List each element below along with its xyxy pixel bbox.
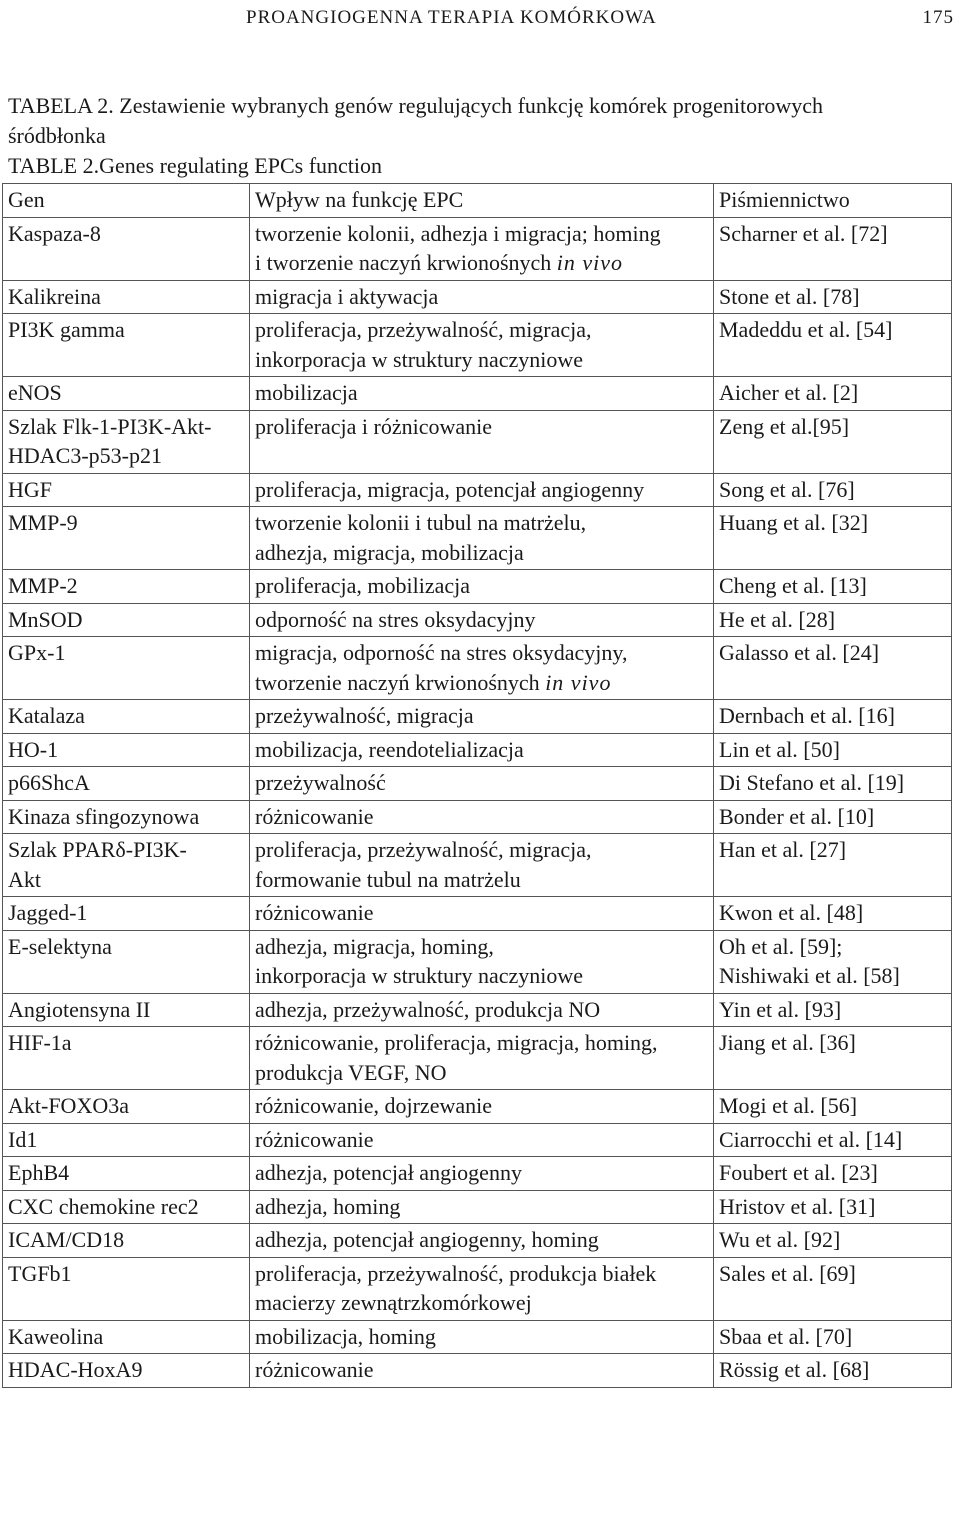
effect-text: adhezja, potencjał angiogenny, homing [255,1227,599,1252]
effect-cell [250,570,714,604]
gene-cell [3,834,250,897]
effect-cell [250,733,714,767]
gene-cell [3,603,250,637]
gene-cell [3,700,250,734]
gene-cell [3,1090,250,1124]
gene-name: Id1 [8,1126,38,1152]
gene-name-cont: HDAC3-p53-p21 [8,443,162,468]
reference-text: Jiang et al. [36] [719,1030,856,1055]
gene-name: MnSOD [8,606,83,632]
table-row [3,1224,952,1258]
gene-cell [3,1190,250,1224]
page-number: 175 [922,7,954,28]
reference-text: Madeddu et al. [54] [719,317,893,342]
effect-text: adhezja, przeżywalność, produkcja NO [255,996,601,1022]
gene-name: HGF [8,476,53,502]
reference-text: Oh et al. [59]; [719,933,843,959]
effect-cell [250,700,714,734]
effect-cell [250,637,714,700]
table-row [3,733,952,767]
reference-cell [714,800,952,834]
table-row [3,767,952,801]
effect-text: proliferacja, przeżywalność, migracja, [255,317,592,342]
gene-cell [3,1027,250,1090]
reference-cell [714,1090,952,1124]
gene-name: MMP-2 [8,573,78,598]
genes-table [2,183,952,1388]
effect-cell [250,1157,714,1191]
table-row [3,1257,952,1320]
table-row [3,897,952,931]
reference-cell [714,377,952,411]
reference-cell [714,637,952,700]
gene-cell [3,1320,250,1354]
gene-cell [3,314,250,377]
effect-cell [250,1320,714,1354]
reference-text: Lin et al. [50] [719,736,840,762]
table-row [3,507,952,570]
effect-cell [250,993,714,1027]
effect-text: przeżywalność, migracja [255,703,474,728]
reference-text: Kwon et al. [48] [719,900,864,925]
gene-name: Jagged-1 [8,900,88,925]
effect-text: odporność na stres oksydacyjny [255,606,536,632]
gene-cell [3,800,250,834]
reference-cell [714,473,952,507]
table-row [3,1320,952,1354]
table-row [3,314,952,377]
reference-text: Zeng et al.[95] [719,413,850,439]
gene-name: Szlak PPARδ-PI3K- [8,837,187,862]
table-header-row [3,184,952,218]
gene-name: eNOS [8,380,62,405]
gene-cell [3,930,250,993]
effect-text-cont [255,345,713,375]
caption-english: TABLE 2.Genes regulating EPCs function [8,153,383,178]
effect-text: proliferacja, przeżywalność, produkcja białek [255,1260,657,1286]
reference-cell [714,1157,952,1191]
gene-name: EphB4 [8,1160,70,1185]
reference-text: Sales et al. [69] [719,1260,856,1286]
reference-text: Bonder et al. [10] [719,803,875,829]
caption-polish-line-2: śródbłonka [8,123,106,148]
gene-name: Akt-FOXO3a [8,1093,129,1118]
table-row [3,1090,952,1124]
gene-name: Angiotensyna II [8,996,151,1022]
effect-cell [250,897,714,931]
header-gene: Gen [3,184,250,218]
effect-text: adhezja, potencjał angiogenny [255,1160,522,1185]
effect-cell [250,1190,714,1224]
effect-cell [250,930,714,993]
effect-text: adhezja, migracja, homing, [255,933,494,959]
gene-cell [3,767,250,801]
table-row [3,1190,952,1224]
effect-text-cont-plain: inkorporacja w struktury naczyniowe [255,346,584,372]
table-row [3,570,952,604]
reference-cell [714,603,952,637]
gene-cell [3,1224,250,1258]
effect-text-cont-plain: inkorporacja w struktury naczyniowe [255,963,584,988]
reference-cell [714,570,952,604]
gene-name: ICAM/CD18 [8,1227,125,1252]
table-row [3,1354,952,1388]
reference-text: Dernbach et al. [16] [719,703,895,728]
table-row [3,410,952,473]
effect-text: proliferacja, przeżywalność, migracja, [255,837,592,862]
reference-text: Wu et al. [92] [719,1227,841,1252]
reference-cell [714,1257,952,1320]
effect-text-italic: in vivo [556,250,624,275]
gene-cell [3,1354,250,1388]
effect-text-cont-plain: formowanie tubul na matrżelu [255,866,521,892]
effect-text-italic: in vivo [545,669,612,695]
effect-cell [250,1090,714,1124]
reference-text: Cheng et al. [13] [719,573,867,598]
effect-text-cont-plain: tworzenie naczyń krwionośnych [255,669,546,695]
effect-text: różnicowanie [255,900,374,925]
table-row [3,217,952,280]
effect-text-cont-plain: adhezja, migracja, mobilizacja [255,539,524,565]
effect-cell [250,1354,714,1388]
effect-text: tworzenie kolonii i tubul na matrżelu, [255,510,587,535]
reference-cell [714,767,952,801]
table-row [3,280,952,314]
gene-cell [3,897,250,931]
reference-text-cont: Nishiwaki et al. [58] [719,963,900,988]
gene-cell [3,637,250,700]
gene-cell [3,993,250,1027]
gene-cell [3,410,250,473]
effect-text: proliferacja, mobilizacja [255,573,470,598]
reference-cell [714,1320,952,1354]
effect-cell [250,767,714,801]
gene-cell [3,280,250,314]
table-row [3,930,952,993]
effect-text: różnicowanie [255,803,374,829]
table-row [3,637,952,700]
effect-cell [250,280,714,314]
running-title: PROANGIOGENNA TERAPIA KOMÓRKOWA [246,7,657,28]
table-row [3,1123,952,1157]
gene-name: CXC chemokine rec2 [8,1193,199,1219]
gene-name: PI3K gamma [8,317,125,342]
table-caption [8,91,948,181]
gene-cell [3,507,250,570]
reference-cell [714,1027,952,1090]
effect-text-cont [255,538,713,568]
effect-text: adhezja, homing [255,1193,401,1219]
effect-text: migracja, odporność na stres oksydacyjny, [255,640,628,665]
header-effect: Wpływ na funkcję EPC [250,184,714,218]
gene-name: Kaweolina [8,1323,104,1349]
gene-name: E-selektyna [8,933,112,959]
reference-cell [714,700,952,734]
table-row [3,603,952,637]
effect-text: tworzenie kolonii, adhezja i migracja; homing [255,220,661,246]
reference-cell [714,1224,952,1258]
gene-name: Szlak Flk-1-PI3K-Akt- [8,413,212,439]
gene-cell [3,1257,250,1320]
effect-cell [250,834,714,897]
reference-text: Scharner et al. [72] [719,220,888,246]
effect-cell [250,1027,714,1090]
reference-cell [714,1354,952,1388]
effect-cell [250,410,714,473]
reference-cell [714,993,952,1027]
reference-cell [714,733,952,767]
effect-text-cont [255,1288,713,1318]
table-row [3,993,952,1027]
gene-name: Kinaza sfingozynowa [8,803,200,829]
reference-text: Aicher et al. [2] [719,380,859,405]
reference-text: Han et al. [27] [719,837,847,862]
reference-text: Foubert et al. [23] [719,1160,878,1185]
gene-name-cont: Akt [8,866,41,892]
effect-text: mobilizacja, reendotelializacja [255,736,524,762]
reference-cell [714,834,952,897]
reference-text: Rössig et al. [68] [719,1357,870,1382]
effect-cell [250,603,714,637]
effect-text: różnicowanie, dojrzewanie [255,1093,492,1118]
effect-text-cont [255,865,713,895]
effect-text: różnicowanie [255,1357,374,1382]
reference-cell [714,930,952,993]
effect-text: mobilizacja [255,380,358,405]
effect-cell [250,217,714,280]
gene-name: MMP-9 [8,510,78,535]
effect-text-cont-plain: i tworzenie naczyń krwionośnych [255,250,557,275]
effect-text-cont [255,961,713,991]
reference-text: He et al. [28] [719,606,836,632]
gene-name: Kaspaza-8 [8,220,101,246]
effect-text-cont [255,668,713,698]
reference-text: Mogi et al. [56] [719,1093,858,1118]
effect-text-cont [255,1058,713,1088]
reference-cell [714,410,952,473]
reference-cell [714,280,952,314]
gene-cell [3,217,250,280]
effect-cell [250,507,714,570]
reference-text: Galasso et al. [24] [719,640,880,665]
table-row [3,1027,952,1090]
reference-text: Song et al. [76] [719,476,855,502]
reference-text: Sbaa et al. [70] [719,1323,853,1349]
reference-cell [714,314,952,377]
effect-text-cont-plain: produkcja VEGF, NO [255,1059,447,1085]
reference-text: Ciarrocchi et al. [14] [719,1126,903,1152]
effect-text: proliferacja, migracja, potencjał angiogenny [255,476,645,502]
effect-text-cont-plain: macierzy zewnątrzkomórkowej [255,1290,532,1315]
reference-text: Hristov et al. [31] [719,1193,876,1219]
gene-name: HO-1 [8,736,59,762]
effect-cell [250,473,714,507]
effect-cell [250,1123,714,1157]
reference-cell [714,507,952,570]
gene-name: HIF-1a [8,1030,72,1055]
gene-cell [3,377,250,411]
effect-text: różnicowanie [255,1126,374,1152]
effect-cell [250,800,714,834]
reference-cell [714,1123,952,1157]
effect-cell [250,1224,714,1258]
table-row [3,1157,952,1191]
gene-cell [3,733,250,767]
reference-cell [714,1190,952,1224]
effect-text: różnicowanie, proliferacja, migracja, homing, [255,1030,658,1055]
gene-name: TGFb1 [8,1260,72,1286]
gene-cell [3,570,250,604]
table-row [3,834,952,897]
gene-name: Katalaza [8,703,85,728]
gene-name: Kalikreina [8,283,101,309]
effect-cell [250,1257,714,1320]
gene-cell [3,1123,250,1157]
gene-name: p66ShcA [8,770,90,795]
gene-cell [3,1157,250,1191]
reference-cell [714,217,952,280]
reference-cell [714,897,952,931]
table-row [3,700,952,734]
effect-cell [250,314,714,377]
reference-text: Huang et al. [32] [719,510,869,535]
reference-text: Stone et al. [78] [719,283,860,309]
gene-name: GPx-1 [8,640,66,665]
header-references: Piśmiennictwo [714,184,952,218]
table-row [3,377,952,411]
reference-text: Di Stefano et al. [19] [719,770,905,795]
reference-text: Yin et al. [93] [719,996,842,1022]
effect-text: migracja i aktywacja [255,283,439,309]
table-row [3,473,952,507]
effect-text-cont [255,248,713,278]
caption-polish-line-1: TABELA 2. Zestawienie wybranych genów regulujących funkcję komórek progenitorowych [8,93,824,118]
table-row [3,800,952,834]
effect-text: mobilizacja, homing [255,1323,436,1349]
running-head [0,4,960,28]
effect-cell [250,377,714,411]
effect-text: przeżywalność [255,770,386,795]
effect-text: proliferacja i różnicowanie [255,413,492,439]
gene-cell [3,473,250,507]
gene-name: HDAC-HoxA9 [8,1357,143,1382]
